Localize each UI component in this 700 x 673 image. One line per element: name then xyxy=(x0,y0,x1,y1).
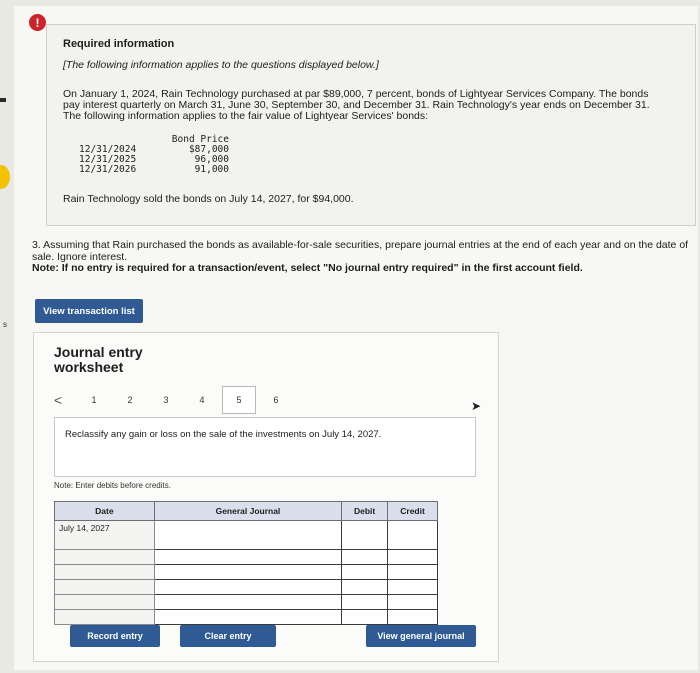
bond-price: $87,000 xyxy=(188,144,229,155)
bond-price-header: Bond Price xyxy=(171,134,229,145)
worksheet-tabs xyxy=(54,386,294,414)
credit-field[interactable] xyxy=(388,610,438,625)
yellow-indicator xyxy=(0,165,10,189)
date-cell xyxy=(55,550,155,565)
worksheet-title: Journal entry worksheet xyxy=(54,344,143,375)
journal-column-header: General Journal xyxy=(154,502,341,521)
question-text: 3. Assuming that Rain purchased the bonds as available-for-sale securities, prepare journal entries at the end of each year and on the date of sale. Ignore interest. xyxy=(32,239,689,263)
date-cell: July 14, 2027 xyxy=(55,521,155,550)
bond-price: 96,000 xyxy=(194,154,229,165)
debit-field[interactable] xyxy=(342,610,388,625)
clear-entry-button[interactable]: Clear entry xyxy=(180,625,276,647)
exclamation-icon: ! xyxy=(29,14,46,31)
date-cell xyxy=(55,580,155,595)
tab-3[interactable]: 3 xyxy=(163,395,169,405)
view-general-journal-button[interactable]: View general journal xyxy=(366,625,476,647)
info-paragraph: On January 1, 2024, Rain Technology purchased at par $89,000, 7 percent, bonds of Lightyear Services Company. The bonds pay interest quarterly on March 31, June 30, September 30, and December 31. Rain Technology's year ends on December 31. The following information applies to the fair value of Lightyear Services' bonds: xyxy=(63,88,650,122)
journal-entry-worksheet xyxy=(33,332,499,662)
debit-field[interactable] xyxy=(342,521,388,550)
bond-price-table xyxy=(79,135,229,175)
account-field[interactable] xyxy=(154,521,341,550)
bond-date: 12/31/2024 xyxy=(79,144,137,155)
table-row xyxy=(55,610,438,625)
account-field[interactable] xyxy=(154,565,341,580)
table-row xyxy=(55,550,438,565)
date-cell xyxy=(55,595,155,610)
debit-note: Note: Enter debits before credits. xyxy=(54,481,171,490)
date-cell xyxy=(55,565,155,580)
chevron-left-icon[interactable]: < xyxy=(54,392,63,408)
bond-date: 12/31/2026 xyxy=(79,164,137,175)
edge-mark xyxy=(0,98,6,102)
debit-column-header: Debit xyxy=(342,502,388,521)
tab-1[interactable]: 1 xyxy=(91,395,97,405)
instruction-text: Reclassify any gain or loss on the sale of the investments on July 14, 2027. xyxy=(65,429,382,440)
bond-date: 12/31/2025 xyxy=(79,154,137,165)
question xyxy=(32,240,692,275)
debit-field[interactable] xyxy=(342,580,388,595)
credit-column-header: Credit xyxy=(388,502,438,521)
table-row xyxy=(55,521,438,550)
table-row xyxy=(55,595,438,610)
account-field[interactable] xyxy=(154,610,341,625)
bond-price: 91,000 xyxy=(194,164,229,175)
info-title: Required information xyxy=(63,38,175,50)
date-cell xyxy=(55,610,155,625)
credit-field[interactable] xyxy=(388,550,438,565)
info-subtitle: [The following information applies to the questions displayed below.] xyxy=(63,59,379,71)
debit-field[interactable] xyxy=(342,550,388,565)
credit-field[interactable] xyxy=(388,580,438,595)
credit-field[interactable] xyxy=(388,595,438,610)
table-row xyxy=(55,580,438,595)
side-mark: s xyxy=(3,320,7,329)
credit-field[interactable] xyxy=(388,521,438,550)
instruction-box xyxy=(54,417,476,477)
account-field[interactable] xyxy=(154,595,341,610)
tab-4[interactable]: 4 xyxy=(199,395,205,405)
tab-6[interactable]: 6 xyxy=(273,395,279,405)
record-entry-button[interactable]: Record entry xyxy=(70,625,160,647)
tab-5[interactable]: 5 xyxy=(222,386,256,414)
account-field[interactable] xyxy=(154,550,341,565)
bond-row xyxy=(79,165,229,175)
debit-field[interactable] xyxy=(342,565,388,580)
tab-2[interactable]: 2 xyxy=(127,395,133,405)
cursor-icon: ➤ xyxy=(471,399,482,413)
journal-table xyxy=(54,501,438,625)
sold-text: Rain Technology sold the bonds on July 14, 2027, for $94,000. xyxy=(63,193,354,205)
question-note: Note: If no entry is required for a transaction/event, select "No journal entry required" in the first account field. xyxy=(32,262,583,274)
table-header-row xyxy=(55,502,438,521)
required-information-box xyxy=(46,24,696,226)
debit-field[interactable] xyxy=(342,595,388,610)
date-column-header: Date xyxy=(55,502,155,521)
view-transaction-list-button[interactable]: View transaction list xyxy=(35,299,143,323)
account-field[interactable] xyxy=(154,580,341,595)
table-row xyxy=(55,565,438,580)
credit-field[interactable] xyxy=(388,565,438,580)
